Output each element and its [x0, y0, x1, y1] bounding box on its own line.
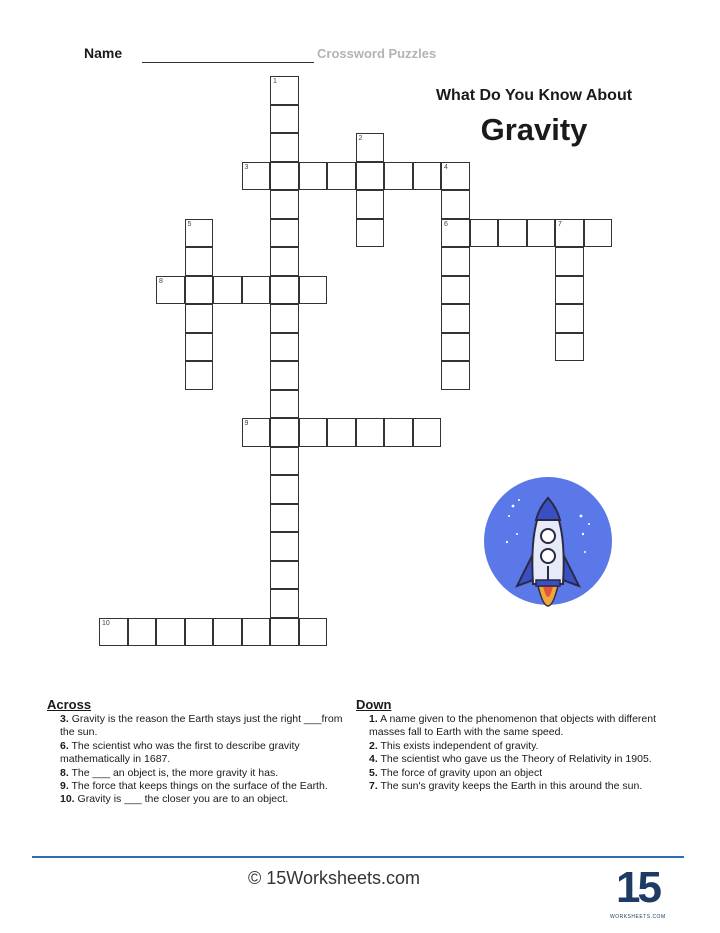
crossword-cell[interactable]	[156, 618, 185, 647]
crossword-cell[interactable]	[185, 304, 214, 333]
crossword-cell[interactable]	[270, 276, 299, 305]
crossword-cell[interactable]	[213, 618, 242, 647]
crossword-cell[interactable]	[441, 304, 470, 333]
crossword-cell[interactable]	[356, 133, 385, 162]
cell-number: 9	[244, 420, 249, 427]
crossword-cell[interactable]	[384, 418, 413, 447]
crossword-cell[interactable]	[441, 162, 470, 191]
crossword-cell[interactable]	[327, 162, 356, 191]
crossword-cell[interactable]	[299, 418, 328, 447]
crossword-cell[interactable]	[242, 276, 271, 305]
cell-number: 3	[244, 163, 249, 171]
rocket-illustration	[483, 476, 613, 631]
crossword-cell[interactable]	[299, 618, 328, 647]
clue-number: 1.	[369, 713, 378, 725]
crossword-cell[interactable]	[270, 219, 299, 248]
crossword-cell[interactable]	[213, 276, 242, 305]
rocket-icon	[483, 476, 613, 626]
down-clue	[356, 713, 666, 740]
crossword-cell[interactable]	[299, 162, 328, 191]
crossword-cell[interactable]	[584, 219, 613, 248]
crossword-cell[interactable]	[356, 190, 385, 219]
cell-number: 8	[159, 277, 163, 285]
clue-text: A name given to the phenomenon that objects with different masses fall to Earth with the same speed.	[369, 713, 657, 739]
down-clue	[356, 780, 666, 793]
brand-label: Crossword Puzzles	[317, 46, 437, 61]
crossword-cell[interactable]	[270, 247, 299, 276]
down-heading: Down	[356, 697, 392, 712]
name-line[interactable]	[142, 62, 314, 63]
worksheets-logo[interactable]	[610, 862, 665, 924]
crossword-cell[interactable]	[185, 361, 214, 390]
crossword-cell[interactable]	[270, 589, 299, 618]
down-clue	[356, 767, 666, 780]
cell-number: 10	[102, 619, 110, 627]
crossword-cell[interactable]	[270, 504, 299, 533]
crossword-cell[interactable]	[185, 276, 214, 305]
cell-number: 6	[444, 220, 448, 228]
crossword-cell[interactable]	[270, 475, 299, 504]
down-clue	[356, 740, 666, 753]
across-clue	[47, 740, 347, 767]
crossword-cell[interactable]	[441, 247, 470, 276]
crossword-cell[interactable]	[555, 304, 584, 333]
clue-text: Gravity is the reason the Earth stays just the right ___from the sun.	[60, 713, 343, 739]
crossword-cell[interactable]	[156, 276, 185, 305]
clue-number: 8.	[60, 766, 69, 779]
cell-number: 1	[273, 78, 277, 85]
cell-number: 4	[444, 163, 448, 171]
logo-subtext: WORKSHEETS.COM	[610, 914, 666, 920]
crossword-cell[interactable]	[270, 561, 299, 590]
clue-number: 7.	[369, 780, 378, 793]
across-clue	[47, 713, 347, 740]
crossword-cell[interactable]	[242, 162, 271, 191]
crossword-cell[interactable]	[270, 133, 299, 162]
crossword-cell[interactable]	[270, 333, 299, 362]
down-clue-list	[356, 713, 666, 793]
puzzle-title: Gravity	[480, 112, 588, 147]
crossword-cell[interactable]	[555, 333, 584, 362]
crossword-cell[interactable]	[441, 361, 470, 390]
clue-text: This exists independent of gravity.	[380, 739, 539, 752]
across-heading: Across	[47, 697, 92, 712]
clue-number: 4.	[369, 753, 378, 766]
crossword-cell[interactable]	[270, 76, 299, 105]
clue-text: The force of gravity upon an object	[380, 766, 543, 779]
name-label: Name	[84, 45, 123, 61]
down-clue	[356, 753, 666, 766]
crossword-cell[interactable]	[185, 219, 214, 248]
copyright-text: © 15Worksheets.com	[248, 868, 420, 888]
crossword-cell[interactable]	[185, 247, 214, 276]
crossword-cell[interactable]	[441, 276, 470, 305]
crossword-cell[interactable]	[413, 418, 442, 447]
clue-text: The sun's gravity keeps the Earth in this around the sun.	[380, 780, 643, 793]
crossword-cell[interactable]	[270, 105, 299, 134]
across-clue	[47, 780, 347, 793]
crossword-cell[interactable]	[327, 418, 356, 447]
crossword-cell[interactable]	[356, 162, 385, 191]
clue-number: 3.	[60, 713, 69, 725]
clue-number: 5.	[369, 766, 378, 779]
crossword-cell[interactable]	[356, 219, 385, 248]
footer-divider	[32, 856, 684, 858]
crossword-cell[interactable]	[441, 190, 470, 219]
clue-text: The force that keeps things on the surface of the Earth.	[71, 780, 328, 793]
crossword-cell[interactable]	[441, 219, 470, 248]
across-clue-list	[47, 713, 347, 807]
cell-number: 5	[187, 220, 192, 228]
clue-number: 10.	[60, 793, 75, 806]
clue-text: The ___ an object is, the more gravity it has.	[71, 766, 279, 779]
crossword-cell[interactable]	[270, 418, 299, 447]
crossword-cell[interactable]	[185, 333, 214, 362]
clue-number: 6.	[60, 739, 69, 752]
across-clue	[47, 793, 347, 806]
logo-number: 15	[616, 863, 659, 912]
crossword-cell[interactable]	[270, 447, 299, 476]
crossword-cell[interactable]	[99, 618, 128, 647]
crossword-cell[interactable]	[527, 219, 556, 248]
clue-text: The scientist who gave us the Theory of Relativity in 1905.	[380, 753, 652, 766]
crossword-cell[interactable]	[270, 162, 299, 191]
clue-number: 9.	[60, 780, 69, 793]
crossword-cell[interactable]	[270, 618, 299, 647]
crossword-cell[interactable]	[270, 304, 299, 333]
crossword-cell[interactable]	[356, 418, 385, 447]
clue-number: 2.	[369, 739, 378, 752]
cell-number: 2	[358, 135, 363, 142]
crossword-cell[interactable]	[270, 532, 299, 561]
cell-number: 7	[558, 220, 562, 228]
puzzle-subtitle: What Do You Know About	[435, 87, 633, 104]
crossword-cell[interactable]	[242, 618, 271, 647]
crossword-cell[interactable]	[555, 219, 584, 248]
crossword-cell[interactable]	[242, 418, 271, 447]
crossword-cell[interactable]	[498, 219, 527, 248]
crossword-cell[interactable]	[384, 162, 413, 191]
crossword-cell[interactable]	[413, 162, 442, 191]
clue-text: Gravity is ___ the closer you are to an object.	[77, 793, 289, 806]
crossword-cell[interactable]	[270, 361, 299, 390]
across-clue	[47, 767, 347, 780]
crossword-cell[interactable]	[270, 190, 299, 219]
crossword-cell[interactable]	[299, 276, 328, 305]
crossword-cell[interactable]	[555, 247, 584, 276]
crossword-cell[interactable]	[555, 276, 584, 305]
crossword-cell[interactable]	[470, 219, 499, 248]
clue-text: The scientist who was the first to describe gravity mathematically in 1687.	[60, 739, 300, 766]
crossword-cell[interactable]	[128, 618, 157, 647]
crossword-cell[interactable]	[270, 390, 299, 419]
crossword-cell[interactable]	[185, 618, 214, 647]
crossword-cell[interactable]	[441, 333, 470, 362]
